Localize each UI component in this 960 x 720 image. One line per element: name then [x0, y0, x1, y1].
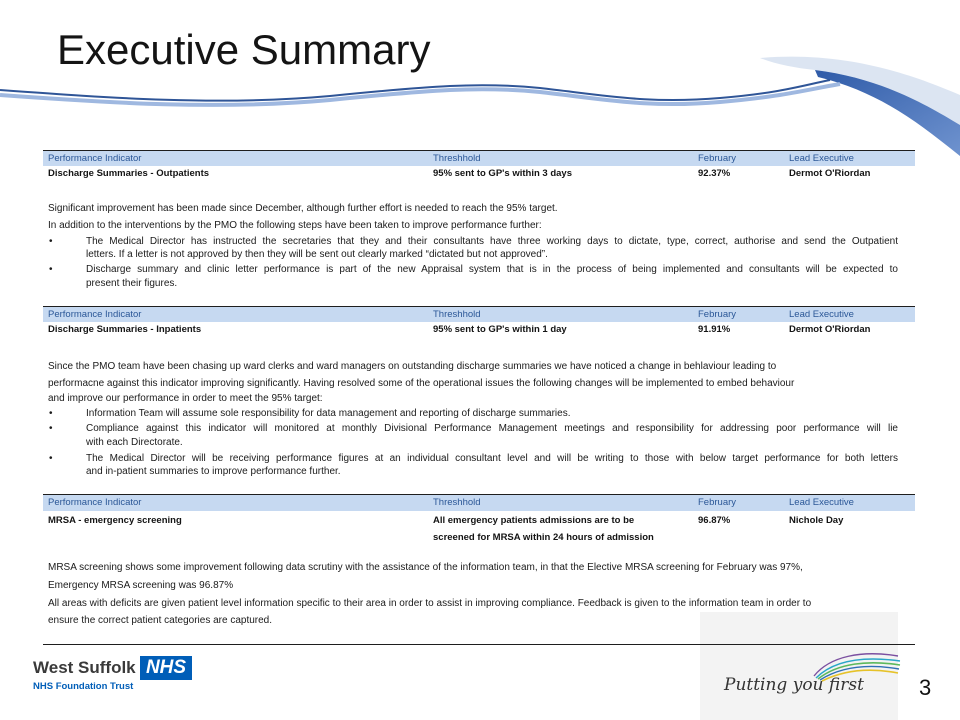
- bullet-text-line: with each Directorate.: [86, 437, 183, 448]
- indicator-name: Discharge Summaries - Inpatients: [48, 324, 202, 335]
- bullet-item: [43, 422, 915, 448]
- bullet-text-line: The Medical Director will be receiving performance figures at an individual consultant level and will be writing to those with below target performance for both letters: [86, 453, 898, 464]
- trust-type-label: NHS Foundation Trust: [33, 681, 134, 692]
- header-lead-executive: Lead Executive: [789, 497, 854, 508]
- paragraph-line: All areas with deficits are given patient level information specific to their area in order to assist in improving compliance. Feedback is given to the information team in order to: [48, 598, 812, 609]
- header-performance-indicator: Performance Indicator: [48, 153, 142, 164]
- paragraph-line: Emergency MRSA screening was 96.87%: [48, 580, 234, 591]
- page-title: Executive Summary: [57, 26, 431, 73]
- slogan-logo: Putting you first: [724, 675, 864, 695]
- bullet-text-line: letters. If a letter is not approved by then they will be sent out clearly marked “dictated but not approved”.: [86, 249, 548, 260]
- page-number: 3: [919, 675, 932, 700]
- bullet-glyph: •: [49, 236, 53, 247]
- indicator-name: Discharge Summaries - Outpatients: [48, 168, 210, 179]
- bullet-glyph: •: [49, 423, 53, 434]
- paragraph-line: ensure the correct patient categories are captured.: [48, 615, 273, 626]
- trust-name-logo: West Suffolk: [33, 658, 136, 677]
- nhs-logo: NHS: [140, 656, 192, 680]
- header-month: February: [698, 309, 737, 320]
- february-value: 96.87%: [698, 515, 731, 526]
- lead-executive-name: Dermot O'Riordan: [789, 324, 871, 335]
- header-lead-executive: Lead Executive: [789, 153, 854, 164]
- header-threshold: Threshhold: [433, 497, 481, 508]
- threshold-value: 95% sent to GP's within 1 day: [433, 324, 567, 335]
- header-month: February: [698, 497, 737, 508]
- kpi-section-mrsa: [43, 494, 915, 646]
- header-threshold: Threshhold: [433, 309, 481, 320]
- header-month: February: [698, 153, 737, 164]
- table-header-row: [43, 495, 915, 511]
- bullet-item: [43, 407, 915, 420]
- table-header-row: [43, 307, 915, 322]
- lead-executive-name: Dermot O'Riordan: [789, 168, 871, 179]
- paragraph-line: MRSA screening shows some improvement following data scrutiny with the assistance of the information team, in that the Elective MRSA screening for February was 97%,: [48, 562, 803, 573]
- bullet-item: [43, 235, 915, 261]
- header-performance-indicator: Performance Indicator: [48, 497, 142, 508]
- paragraph-line: performacne against this indicator improving significantly. Having resolved some of the operational issues the following changes will be implemented to embed behaviour: [48, 378, 795, 389]
- paragraph-line: Since the PMO team have been chasing up ward clerks and ward managers on outstanding discharge summaries we have noticed a change in behlaviour leading to: [48, 361, 777, 372]
- header-lead-executive: Lead Executive: [789, 309, 854, 320]
- bullet-item: [43, 452, 915, 478]
- kpi-section-inpatients: [43, 306, 915, 482]
- indicator-name: MRSA - emergency screening: [48, 515, 182, 526]
- bullet-text-line: Discharge summary and clinic letter performance is part of the new Appraisal system that is in the process of being implemented and consultants will be expected to: [86, 264, 898, 275]
- table-row: [43, 166, 915, 182]
- lead-executive-name: Nichole Day: [789, 515, 844, 526]
- paragraph-line: and improve our performance in order to meet the 95% target:: [48, 393, 323, 404]
- bullet-text-line: present their figures.: [86, 278, 178, 289]
- february-value: 92.37%: [698, 168, 731, 179]
- table-row: [43, 511, 915, 547]
- table-bottom-rule: [43, 644, 915, 645]
- kpi-section-outpatients: [43, 150, 915, 292]
- bullet-glyph: •: [49, 408, 53, 419]
- threshold-value: All emergency patients admissions are to be: [433, 515, 635, 526]
- bullet-item: [43, 263, 915, 289]
- header-performance-indicator: Performance Indicator: [48, 309, 142, 320]
- bullet-text-line: and in-patient summaries to improve performance further.: [86, 466, 341, 477]
- bullet-text-line: The Medical Director has instructed the secretaries that they and their consultants have three working days to dictate, type, correct, authorise and send the Outpatient: [86, 236, 898, 247]
- bullet-text-line: Information Team will assume sole responsibility for data management and reporting of discharge summaries.: [86, 408, 571, 419]
- paragraph: In addition to the interventions by the PMO the following steps have been taken to improve performance further:: [48, 220, 542, 231]
- bullet-text-line: Compliance against this indicator will monitored at monthly Divisional Performance Management meetings and responsibility for addressing poor performance will lie: [86, 423, 898, 434]
- table-row: [43, 322, 915, 338]
- header-threshold: Threshhold: [433, 153, 481, 164]
- bullet-glyph: •: [49, 264, 53, 275]
- threshold-value: 95% sent to GP's within 3 days: [433, 168, 572, 179]
- paragraph: Significant improvement has been made since December, although further effort is needed to reach the 95% target.: [48, 203, 558, 214]
- february-value: 91.91%: [698, 324, 731, 335]
- threshold-value: screened for MRSA within 24 hours of admission: [433, 532, 654, 543]
- table-header-row: [43, 151, 915, 166]
- bullet-glyph: •: [49, 453, 53, 464]
